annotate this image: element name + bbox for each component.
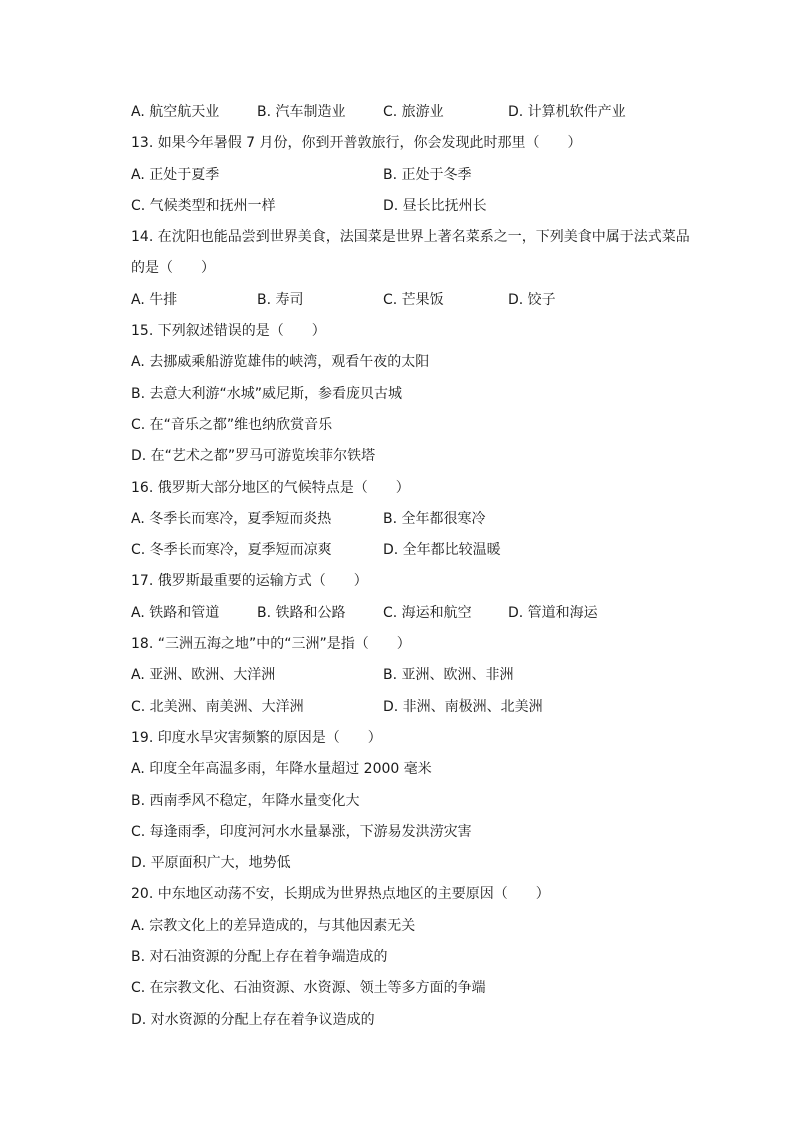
text-line: D. 平原面积广大，地势低 [131, 855, 291, 872]
text-line: 14. 在沈阳也能品尝到世界美食，法国菜是世界上著名菜系之一，下列美食中属于法式菜品 [131, 229, 690, 246]
option-row [131, 504, 731, 535]
option-item: C. 海运和航空 [383, 604, 472, 621]
option-item: A. 正处于夏季 [131, 166, 220, 183]
option-item: B. 寿司 [257, 291, 304, 308]
text-line: A. 宗教文化上的差异造成的，与其他因素无关 [131, 917, 416, 934]
text-line: C. 在“音乐之都”维也纳欣赏音乐 [131, 416, 333, 433]
option-item: C. 气候类型和抚州一样 [131, 197, 276, 214]
option-item: B. 铁路和公路 [257, 604, 346, 621]
text-line: 的是（ ） [131, 260, 215, 277]
option-item: D. 全年都比较温暖 [383, 542, 501, 559]
text-line: D. 在“艺术之都”罗马可游览埃菲尔铁塔 [131, 448, 376, 465]
option-item: D. 饺子 [508, 291, 556, 308]
text-line: 13. 如果今年暑假 7 月份，你到开普敦旅行，你会发现此时那里（ ） [131, 135, 582, 152]
text-line: 18. “三洲五海之地”中的“三洲”是指（ ） [131, 636, 411, 653]
text-line: B. 去意大利游“水城”威尼斯，参看庞贝古城 [131, 385, 403, 402]
option-row [131, 692, 731, 723]
option-item: B. 正处于冬季 [383, 166, 472, 183]
option-item: A. 航空航天业 [131, 104, 220, 120]
option-item: D. 计算机软件产业 [508, 104, 626, 120]
text-line: B. 对石油资源的分配上存在着争端造成的 [131, 949, 388, 966]
text-line: 20. 中东地区动荡不安，长期成为世界热点地区的主要原因（ ） [131, 886, 550, 903]
option-item: C. 芒果饭 [383, 291, 444, 308]
option-item: C. 冬季长而寒冷，夏季短而凉爽 [131, 542, 332, 559]
text-line: 17. 俄罗斯最重要的运输方式（ ） [131, 573, 368, 590]
option-item: B. 全年都很寒冷 [383, 510, 486, 527]
option-item: B. 汽车制造业 [257, 104, 346, 120]
option-item: D. 昼长比抚州长 [383, 197, 487, 214]
question-list [131, 97, 731, 1036]
option-item: C. 北美洲、南美洲、大洋洲 [131, 698, 304, 715]
option-row [131, 660, 731, 691]
text-line: 16. 俄罗斯大部分地区的气候特点是（ ） [131, 479, 410, 496]
text-line: B. 西南季风不稳定，年降水量变化大 [131, 792, 360, 809]
option-row [131, 97, 731, 128]
option-row [131, 191, 731, 222]
text-line: A. 去挪威乘船游览雄伟的峡湾，观看午夜的太阳 [131, 354, 430, 371]
text-line: 15. 下列叙述错误的是（ ） [131, 323, 326, 340]
text-line: D. 对水资源的分配上存在着争议造成的 [131, 1011, 375, 1028]
text-line: C. 每逢雨季，印度河河水水量暴涨，下游易发洪涝灾害 [131, 823, 472, 840]
option-row [131, 160, 731, 191]
option-item: D. 管道和海运 [508, 604, 598, 621]
option-item: A. 铁路和管道 [131, 604, 220, 621]
text-line: A. 印度全年高温多雨，年降水量超过 2000 毫米 [131, 761, 432, 778]
option-item: A. 冬季长而寒冷，夏季短而炎热 [131, 510, 332, 527]
option-item: C. 旅游业 [383, 104, 444, 120]
option-item: D. 非洲、南极洲、北美洲 [383, 698, 543, 715]
option-row [131, 285, 731, 316]
option-row [131, 535, 731, 566]
option-item: A. 亚洲、欧洲、大洋洲 [131, 667, 276, 684]
text-line: 19. 印度水旱灾害频繁的原因是（ ） [131, 729, 382, 746]
text-line: C. 在宗教文化、石油资源、水资源、领土等多方面的争端 [131, 980, 486, 997]
option-row [131, 598, 731, 629]
option-item: B. 亚洲、欧洲、非洲 [383, 667, 514, 684]
option-item: A. 牛排 [131, 291, 178, 308]
